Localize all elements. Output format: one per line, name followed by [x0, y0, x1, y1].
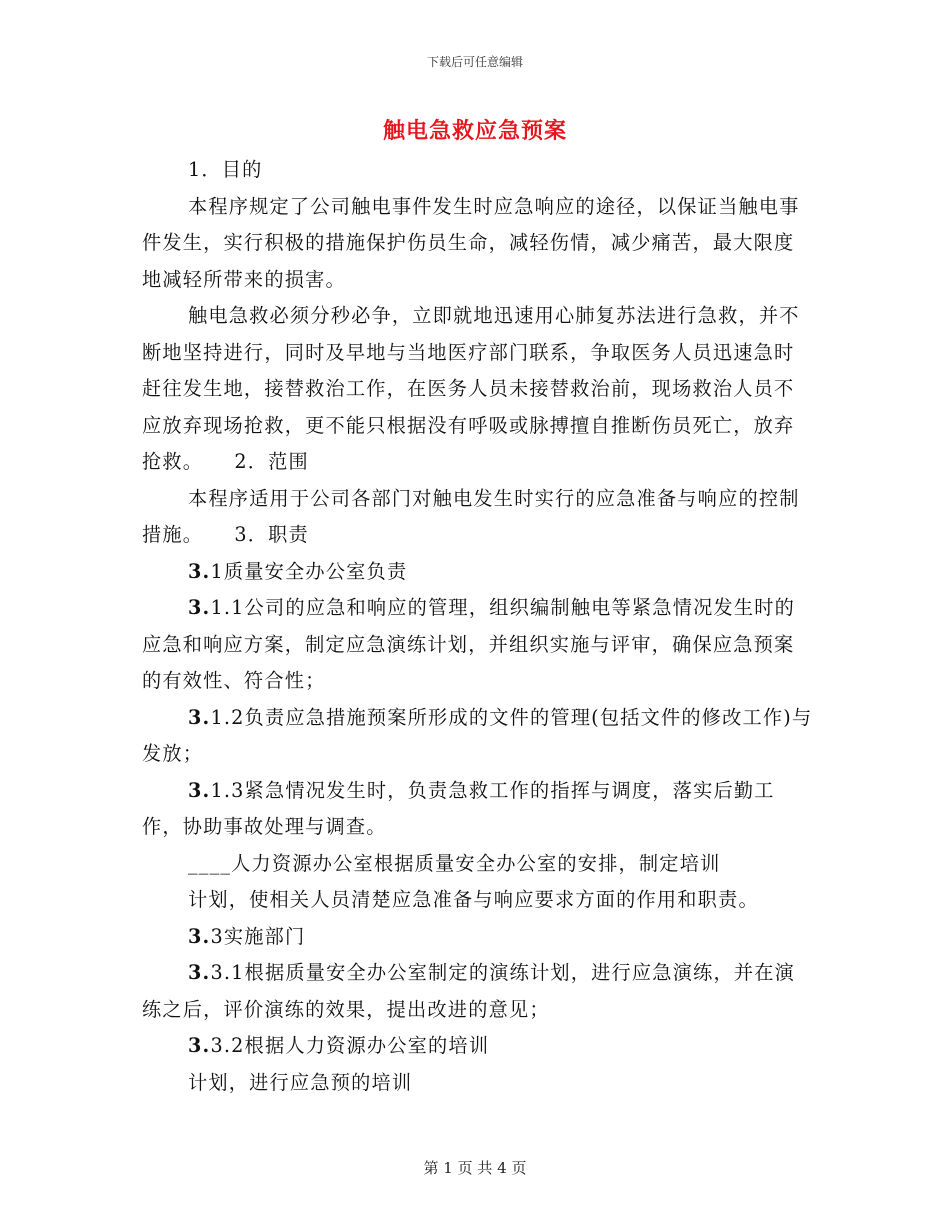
clause-number: 3. [188, 961, 211, 984]
clause-number: 3. [188, 596, 211, 619]
clause-3-3 [142, 919, 814, 956]
clause-3-1-2 [142, 700, 814, 773]
section-heading-duties: 3．职责 [234, 523, 309, 546]
clause-number: 3. [188, 1034, 211, 1057]
clause-text: 3.2根据人力资源办公室的培训 [210, 1034, 490, 1057]
clause-number: 3. [188, 559, 211, 583]
clause-text: 1质量安全办公室负责 [210, 559, 408, 583]
paragraph-first-aid-text: 触电急救必须分秒必争，立即就地迅速用心肺复苏法进行急救，并不断地坚持进行，同时及早地与当地医疗部门联系，争取医务人员迅速急时赶往发生地，接替救治工作，在医务人员未接替救治前，现场救治人员不应放弃现场抢救，更不能只根据没有呼吸或脉搏擅自推断伤员死亡，放弃抢救。 [142, 304, 800, 473]
clause-3-1 [142, 554, 814, 591]
clause-text: 3实施部门 [210, 924, 306, 948]
section-heading-purpose: 1．目的 [188, 158, 263, 181]
clause-3-3-1 [142, 955, 814, 1028]
clause-text: 3.1根据质量安全办公室制定的演练计划，进行应急演练，并在演练之后，评价演练的效果，提出改进的意见； [142, 961, 796, 1021]
paragraph-first-aid [142, 298, 814, 481]
paragraph-hr-line-1: ____人力资源办公室根据质量安全办公室的安排，制定培训 [188, 851, 721, 875]
paragraph-purpose: 本程序规定了公司触电事件发生时应急响应的途径，以保证当触电事件发生，实行积极的措施保护伤员生命，减轻伤情，减少痛苦，最大限度地减轻所带来的损害。 [142, 194, 800, 291]
paragraph-scope-text: 本程序适用于公司各部门对触电发生时实行的应急准备与响应的控制措施。 [142, 486, 800, 546]
clause-3-3-2 [142, 1028, 814, 1065]
paragraph-scope [142, 481, 814, 554]
clause-number: 3. [188, 924, 211, 948]
clause-text: 1.3紧急情况发生时，负责急救工作的指挥与调度，落实后勤工作，协助事故处理与调查。 [142, 778, 775, 838]
page-header-note: 下载后可任意编辑 [426, 55, 523, 69]
clause-text: 1.2负责应急措施预案所形成的文件的管理(包括文件的修改工作)与发放； [142, 705, 813, 765]
clause-3-1-3 [142, 773, 814, 846]
document-title: 触电急救应急预案 [382, 118, 567, 144]
page-footer-page-number: 第 1 页 共 4 页 [423, 1159, 527, 1177]
clause-text: 1.1公司的应急和响应的管理，组织编制触电等紧急情况发生时的应急和响应方案，制定应急演练计划，并组织实施与评审，确保应急预案的有效性、符合性； [142, 596, 796, 692]
clause-number: 3. [188, 705, 211, 729]
document-body [142, 152, 814, 1101]
paragraph-hr-line-2: 计划，使相关人员清楚应急准备与响应要求方面的作用和职责。 [188, 888, 759, 911]
paragraph-last-line: 计划，进行应急预的培训 [188, 1070, 413, 1094]
section-heading-scope: 2．范围 [234, 450, 309, 473]
clause-number: 3. [188, 778, 211, 802]
clause-3-1-1 [142, 590, 814, 700]
